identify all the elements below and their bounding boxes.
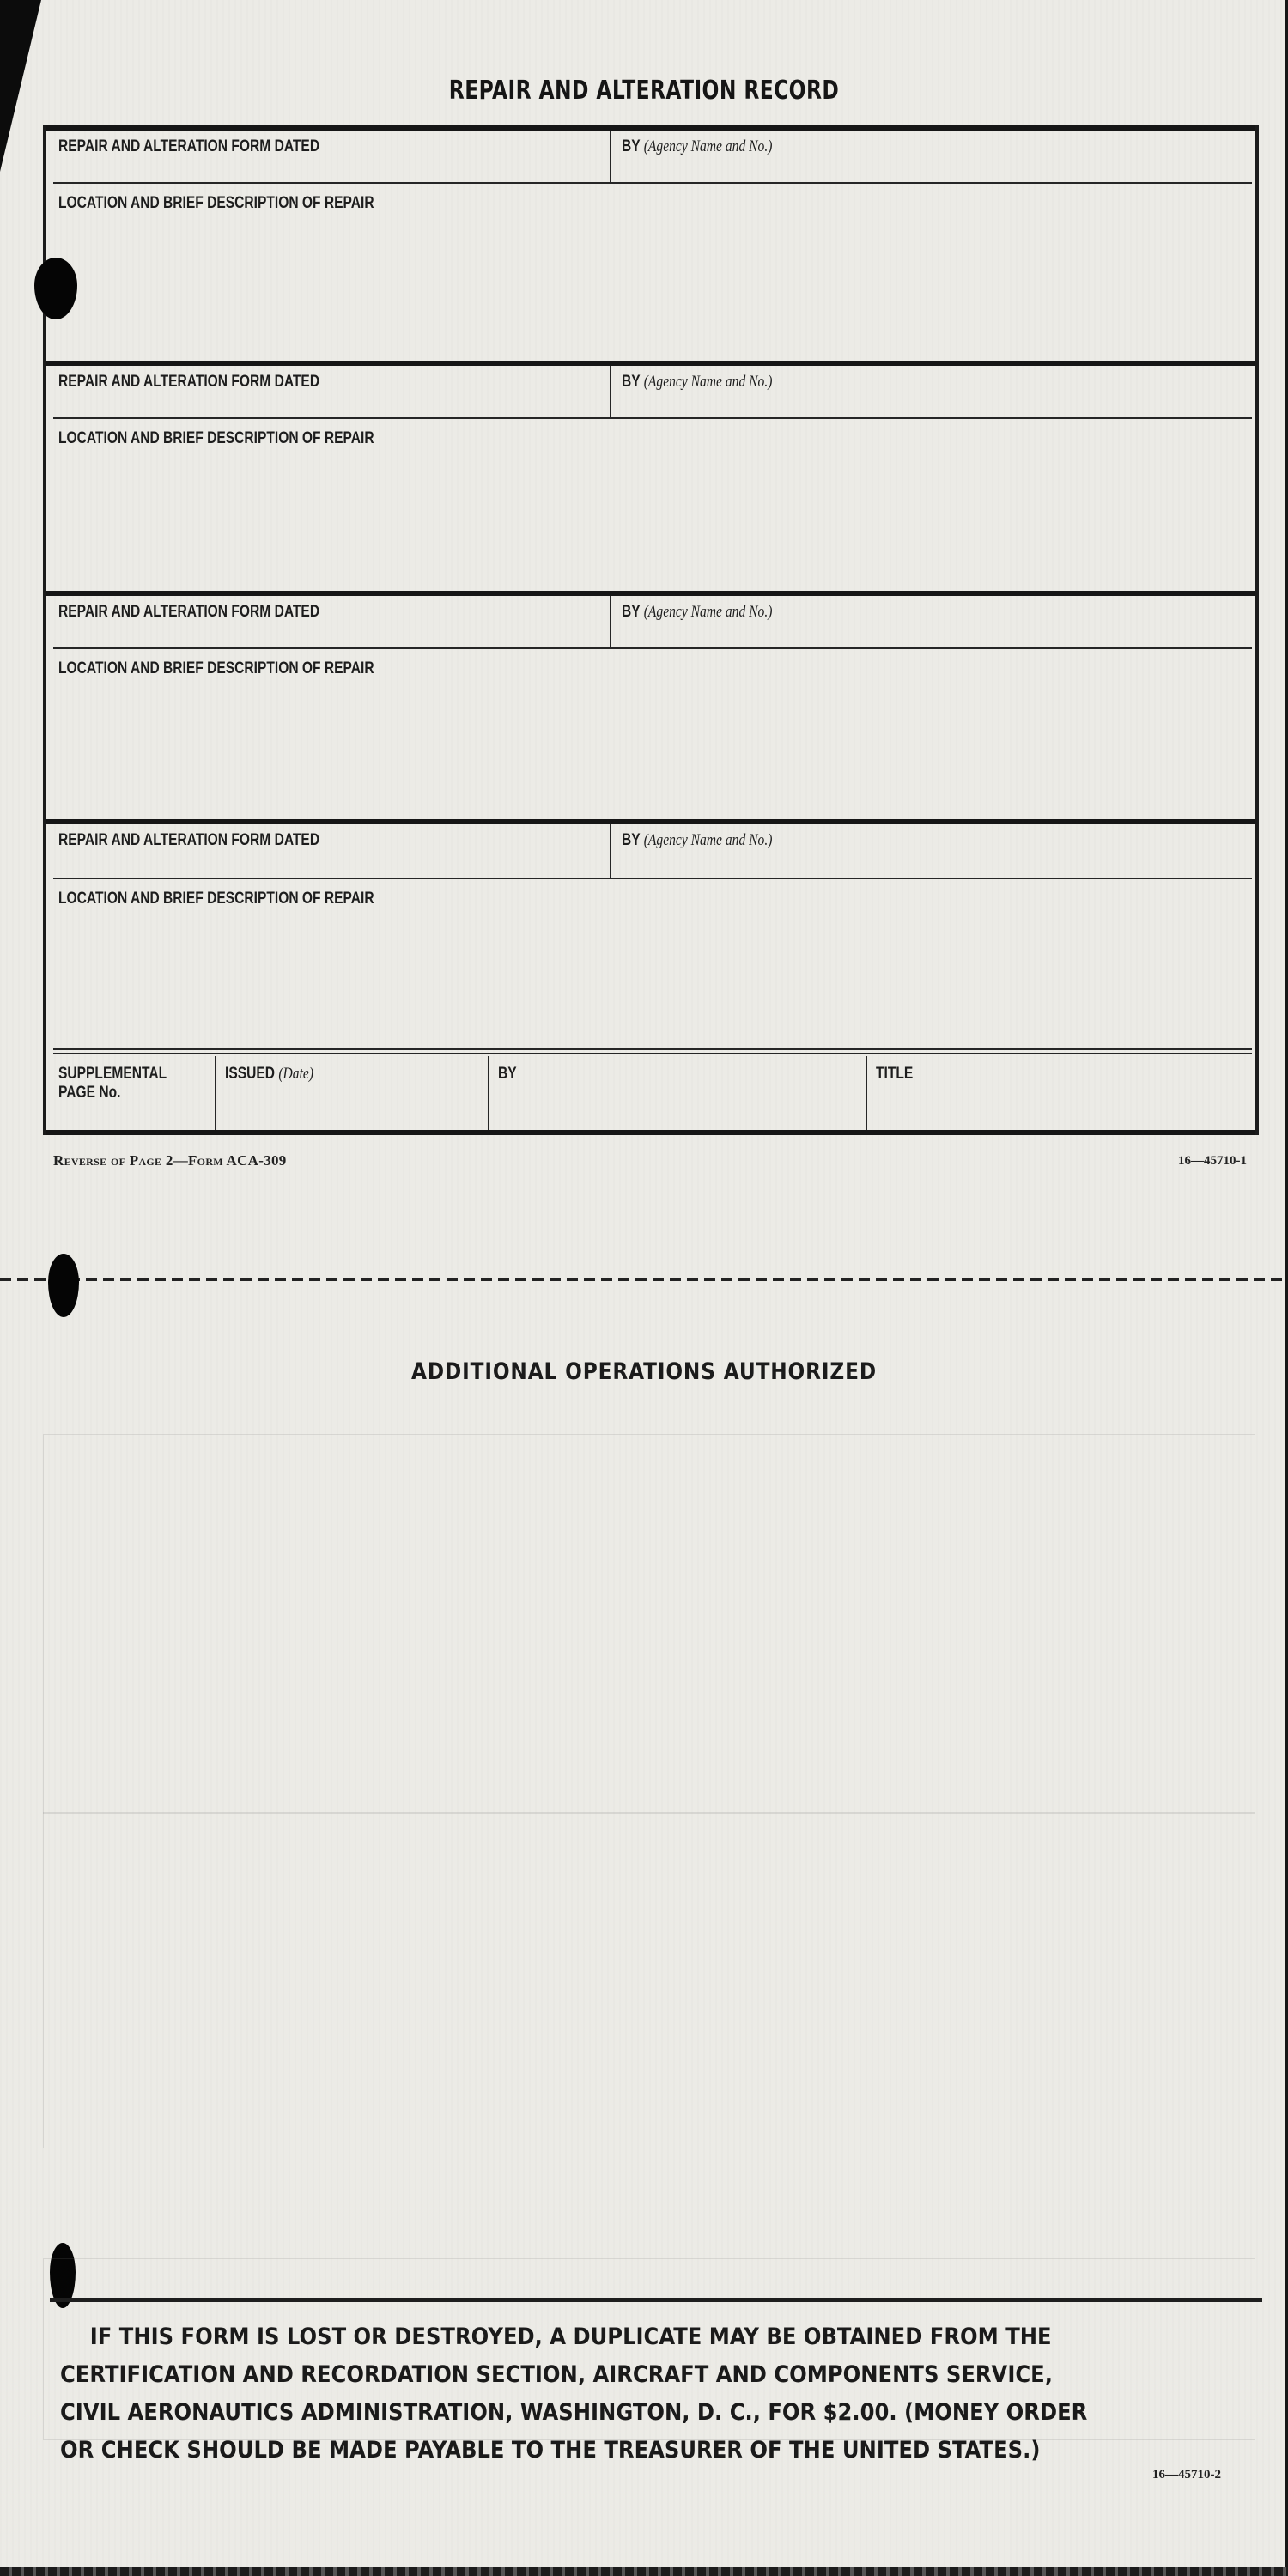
agency-label: BY (Agency Name and No.) — [622, 831, 773, 849]
form-reference: Reverse of Page 2—Form ACA-309 — [53, 1152, 287, 1169]
section-divider — [53, 1053, 1252, 1054]
form-dated-field-2[interactable] — [53, 366, 608, 416]
form-dated-label: REPAIR AND ALTERATION FORM DATED — [58, 137, 320, 155]
supplemental-title-field[interactable] — [869, 1087, 1249, 1133]
row-divider — [53, 182, 1252, 184]
form-dated-field-1[interactable] — [53, 131, 608, 180]
supplemental-page-field[interactable] — [53, 1087, 213, 1133]
form-dated-field-4[interactable] — [53, 824, 608, 876]
column-divider — [610, 131, 611, 182]
notice-divider — [50, 2298, 1262, 2302]
agency-field-1[interactable] — [613, 131, 1249, 180]
row-divider — [53, 417, 1252, 419]
duplicate-notice — [60, 2318, 1160, 2470]
form-dated-label: REPAIR AND ALTERATION FORM DATED — [58, 831, 320, 849]
description-label: LOCATION AND BRIEF DESCRIPTION OF REPAIR — [58, 194, 374, 212]
column-divider — [610, 824, 611, 878]
form-dated-label: REPAIR AND ALTERATION FORM DATED — [58, 603, 320, 621]
form-dated-label: REPAIR AND ALTERATION FORM DATED — [58, 373, 320, 391]
form-bottom-border — [46, 1130, 1255, 1135]
bottom-edge-perforation — [0, 2567, 1288, 2576]
column-divider — [866, 1056, 867, 1135]
scan-edge-shadow — [0, 0, 41, 172]
column-divider — [488, 1056, 489, 1135]
form-dated-field-3[interactable] — [53, 596, 608, 646]
agency-label: BY (Agency Name and No.) — [622, 137, 773, 155]
column-divider — [610, 596, 611, 647]
bleed-through-box — [43, 1812, 1255, 2148]
page-title: REPAIR AND ALTERATION RECORD — [448, 76, 840, 106]
row-divider — [53, 878, 1252, 879]
issued-date-field[interactable] — [218, 1087, 486, 1133]
notice-line: IF THIS FORM IS LOST OR DESTROYED, A DUPLICATE MAY BE OBTAINED FROM THE — [89, 2324, 1052, 2350]
description-label: LOCATION AND BRIEF DESCRIPTION OF REPAIR — [58, 890, 374, 908]
scan-edge-right — [1285, 0, 1288, 2576]
supplemental-by-field[interactable] — [491, 1087, 864, 1133]
column-divider — [610, 366, 611, 417]
section-divider — [53, 1048, 1252, 1050]
perforation-line — [0, 1278, 1288, 1281]
section-heading: ADDITIONAL OPERATIONS AUTHORIZED — [411, 1358, 877, 1385]
bleed-through-box — [43, 1434, 1255, 1814]
form-code-upper: 16—45710-1 — [1178, 1154, 1247, 1168]
description-label: LOCATION AND BRIEF DESCRIPTION OF REPAIR — [58, 429, 374, 447]
issued-date-label: ISSUED (Date) — [225, 1065, 314, 1083]
notice-line: CIVIL AERONAUTICS ADMINISTRATION, WASHINGTON, D. C., FOR $2.00. (MONEY ORDER — [60, 2399, 1088, 2426]
form-code-lower: 16—45710-2 — [1152, 2468, 1221, 2482]
agency-field-4[interactable] — [613, 824, 1249, 876]
description-label: LOCATION AND BRIEF DESCRIPTION OF REPAIR — [58, 659, 374, 677]
column-divider — [215, 1056, 216, 1135]
description-field-3[interactable] — [53, 651, 1249, 819]
agency-label: BY (Agency Name and No.) — [622, 603, 773, 621]
supplemental-by-label: BY — [498, 1065, 517, 1083]
supplemental-page-label: SUPPLEMENTAL PAGE No. — [58, 1065, 167, 1102]
description-field-1[interactable] — [53, 185, 1249, 357]
description-field-4[interactable] — [53, 881, 1249, 1044]
description-field-2[interactable] — [53, 421, 1249, 589]
supplemental-title-label: TITLE — [876, 1065, 914, 1083]
notice-line: OR CHECK SHOULD BE MADE PAYABLE TO THE TREASURER OF THE UNITED STATES.) — [60, 2437, 1041, 2464]
agency-field-3[interactable] — [613, 596, 1249, 646]
row-divider — [53, 647, 1252, 649]
agency-field-2[interactable] — [613, 366, 1249, 416]
notice-line: CERTIFICATION AND RECORDATION SECTION, AIRCRAFT AND COMPONENTS SERVICE, — [60, 2361, 1053, 2388]
repair-record-form — [43, 125, 1259, 1135]
agency-label: BY (Agency Name and No.) — [622, 373, 773, 391]
